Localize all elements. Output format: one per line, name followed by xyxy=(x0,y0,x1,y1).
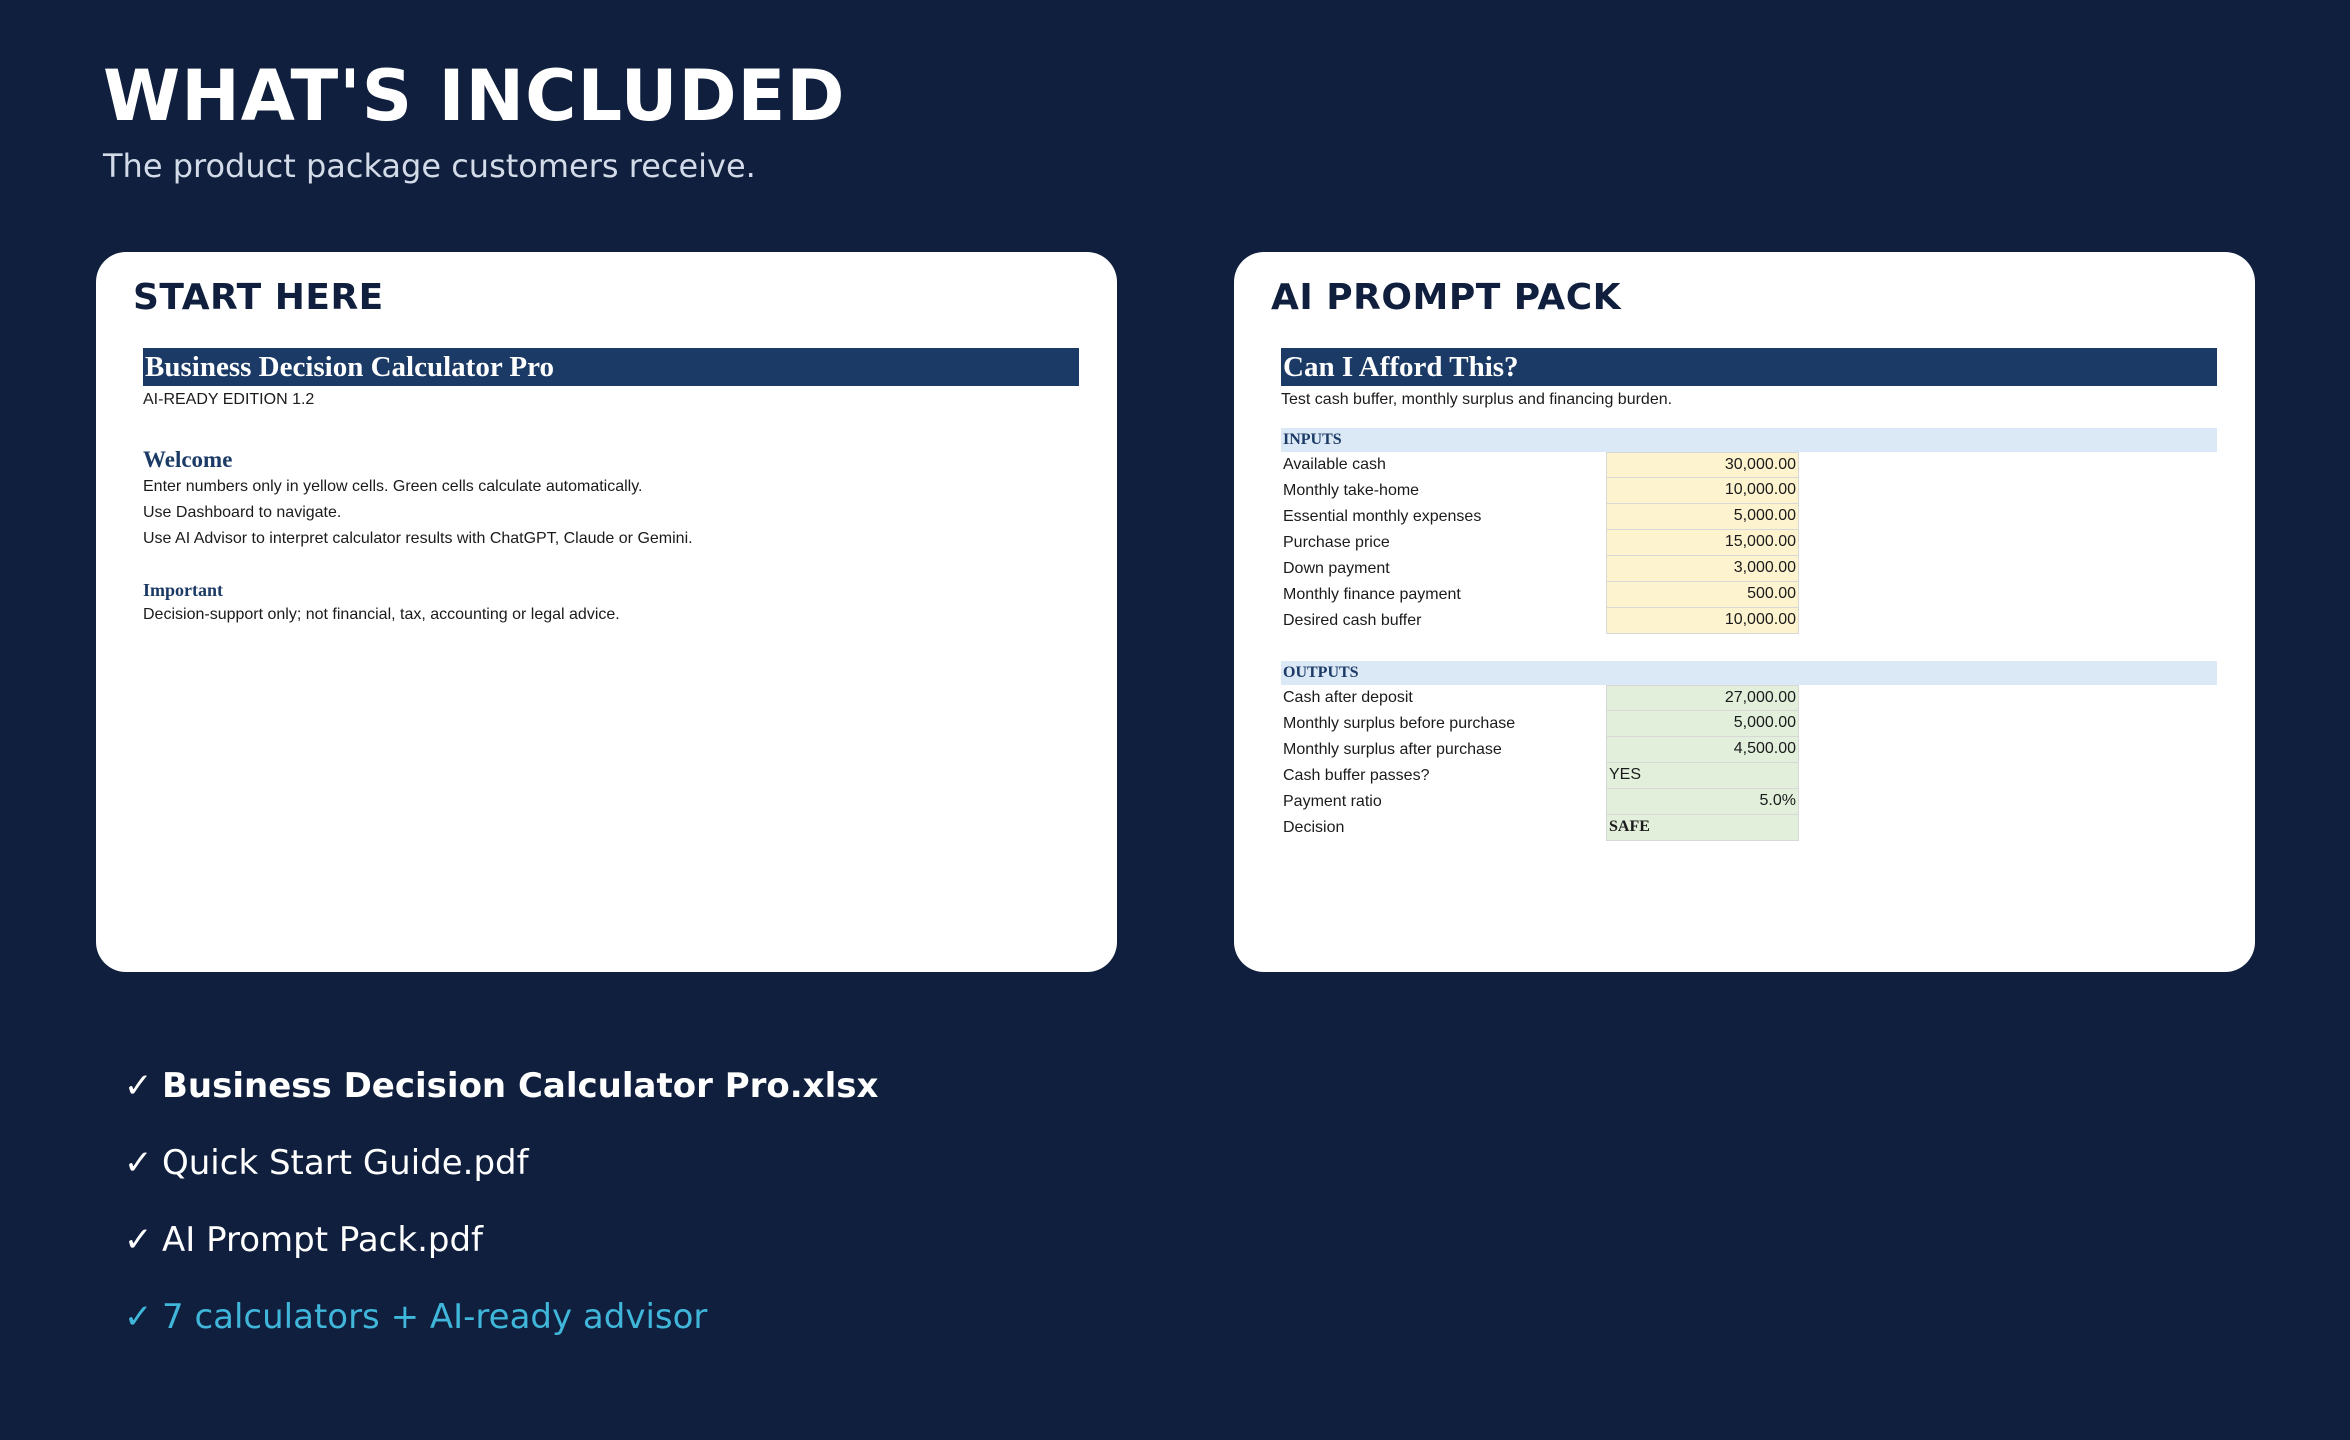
input-cell[interactable]: 10,000.00 xyxy=(1606,478,1799,504)
input-cell[interactable]: 15,000.00 xyxy=(1606,530,1799,556)
output-label: Decision xyxy=(1283,819,1345,836)
input-cell[interactable]: 500.00 xyxy=(1606,582,1799,608)
output-label: Monthly surplus after purchase xyxy=(1283,741,1502,758)
input-row xyxy=(1281,504,2217,530)
input-row xyxy=(1281,556,2217,582)
output-cell: 27,000.00 xyxy=(1606,685,1799,711)
sheet-banner: Can I Afford This? xyxy=(1281,348,2217,386)
input-row xyxy=(1281,452,2217,478)
input-label: Monthly take-home xyxy=(1283,482,1420,499)
welcome-line: Use AI Advisor to interpret calculator results with ChatGPT, Claude or Gemini. xyxy=(143,530,693,547)
output-cell: 4,500.00 xyxy=(1606,737,1799,763)
output-label: Cash buffer passes? xyxy=(1283,767,1430,784)
input-label: Down payment xyxy=(1283,560,1390,577)
output-row xyxy=(1281,789,2217,815)
output-row xyxy=(1281,685,2217,711)
output-row xyxy=(1281,711,2217,737)
list-item xyxy=(124,1216,878,1293)
input-cell[interactable]: 10,000.00 xyxy=(1606,608,1799,634)
input-label: Essential monthly expenses xyxy=(1283,508,1482,525)
list-item xyxy=(124,1062,878,1139)
ai-prompt-pack-title: AI PROMPT PACK xyxy=(1271,277,1622,318)
start-here-sheet-preview xyxy=(143,348,1079,628)
start-here-card xyxy=(96,252,1117,972)
page-subtitle: The product package customers receive. xyxy=(103,147,756,185)
input-cell[interactable]: 30,000.00 xyxy=(1606,452,1799,478)
calculator-sheet-preview xyxy=(1281,348,2217,841)
input-label: Purchase price xyxy=(1283,534,1390,551)
input-row xyxy=(1281,608,2217,634)
input-row xyxy=(1281,530,2217,556)
welcome-line: Use Dashboard to navigate. xyxy=(143,504,342,521)
input-label: Monthly finance payment xyxy=(1283,586,1461,603)
included-files-list xyxy=(124,1062,878,1370)
output-label: Monthly surplus before purchase xyxy=(1283,715,1516,732)
welcome-line: Enter numbers only in yellow cells. Green cells calculate automatically. xyxy=(143,478,643,495)
input-cell[interactable]: 5,000.00 xyxy=(1606,504,1799,530)
list-item-label: AI Prompt Pack.pdf xyxy=(162,1220,484,1260)
inputs-table xyxy=(1281,452,2217,634)
list-item xyxy=(124,1293,878,1370)
output-row xyxy=(1281,737,2217,763)
outputs-table xyxy=(1281,685,2217,841)
list-item-label: Business Decision Calculator Pro.xlsx xyxy=(162,1066,879,1106)
sheet-banner: Business Decision Calculator Pro xyxy=(143,348,1079,386)
list-item-label: 7 calculators + AI-ready advisor xyxy=(162,1297,708,1337)
list-item-label: Quick Start Guide.pdf xyxy=(162,1143,529,1183)
output-cell: 5.0% xyxy=(1606,789,1799,815)
checkmark-icon: ✓ xyxy=(124,1297,153,1337)
output-cell: 5,000.00 xyxy=(1606,711,1799,737)
checkmark-icon: ✓ xyxy=(124,1220,153,1260)
checkmark-icon: ✓ xyxy=(124,1143,153,1183)
output-cell: YES xyxy=(1606,763,1799,789)
page-title: WHAT'S INCLUDED xyxy=(103,55,846,137)
input-label: Available cash xyxy=(1283,456,1386,473)
input-cell[interactable]: 3,000.00 xyxy=(1606,556,1799,582)
output-label: Cash after deposit xyxy=(1283,689,1413,706)
disclaimer-line: Decision-support only; not financial, tax, accounting or legal advice. xyxy=(143,606,620,623)
important-heading: Important xyxy=(143,580,223,600)
welcome-heading: Welcome xyxy=(143,447,233,472)
list-item xyxy=(124,1139,878,1216)
sheet-subtitle: Test cash buffer, monthly surplus and financing burden. xyxy=(1281,391,1673,408)
outputs-section-header: OUTPUTS xyxy=(1281,661,2217,685)
output-row xyxy=(1281,815,2217,841)
ai-prompt-pack-card xyxy=(1234,252,2255,972)
output-label: Payment ratio xyxy=(1283,793,1382,810)
output-row xyxy=(1281,763,2217,789)
input-row xyxy=(1281,582,2217,608)
input-label: Desired cash buffer xyxy=(1283,612,1422,629)
decision-cell: SAFE xyxy=(1606,815,1799,841)
start-here-title: START HERE xyxy=(133,277,384,318)
inputs-section-header: INPUTS xyxy=(1281,428,2217,452)
input-row xyxy=(1281,478,2217,504)
checkmark-icon: ✓ xyxy=(124,1066,153,1106)
edition-label: AI-READY EDITION 1.2 xyxy=(143,391,315,408)
